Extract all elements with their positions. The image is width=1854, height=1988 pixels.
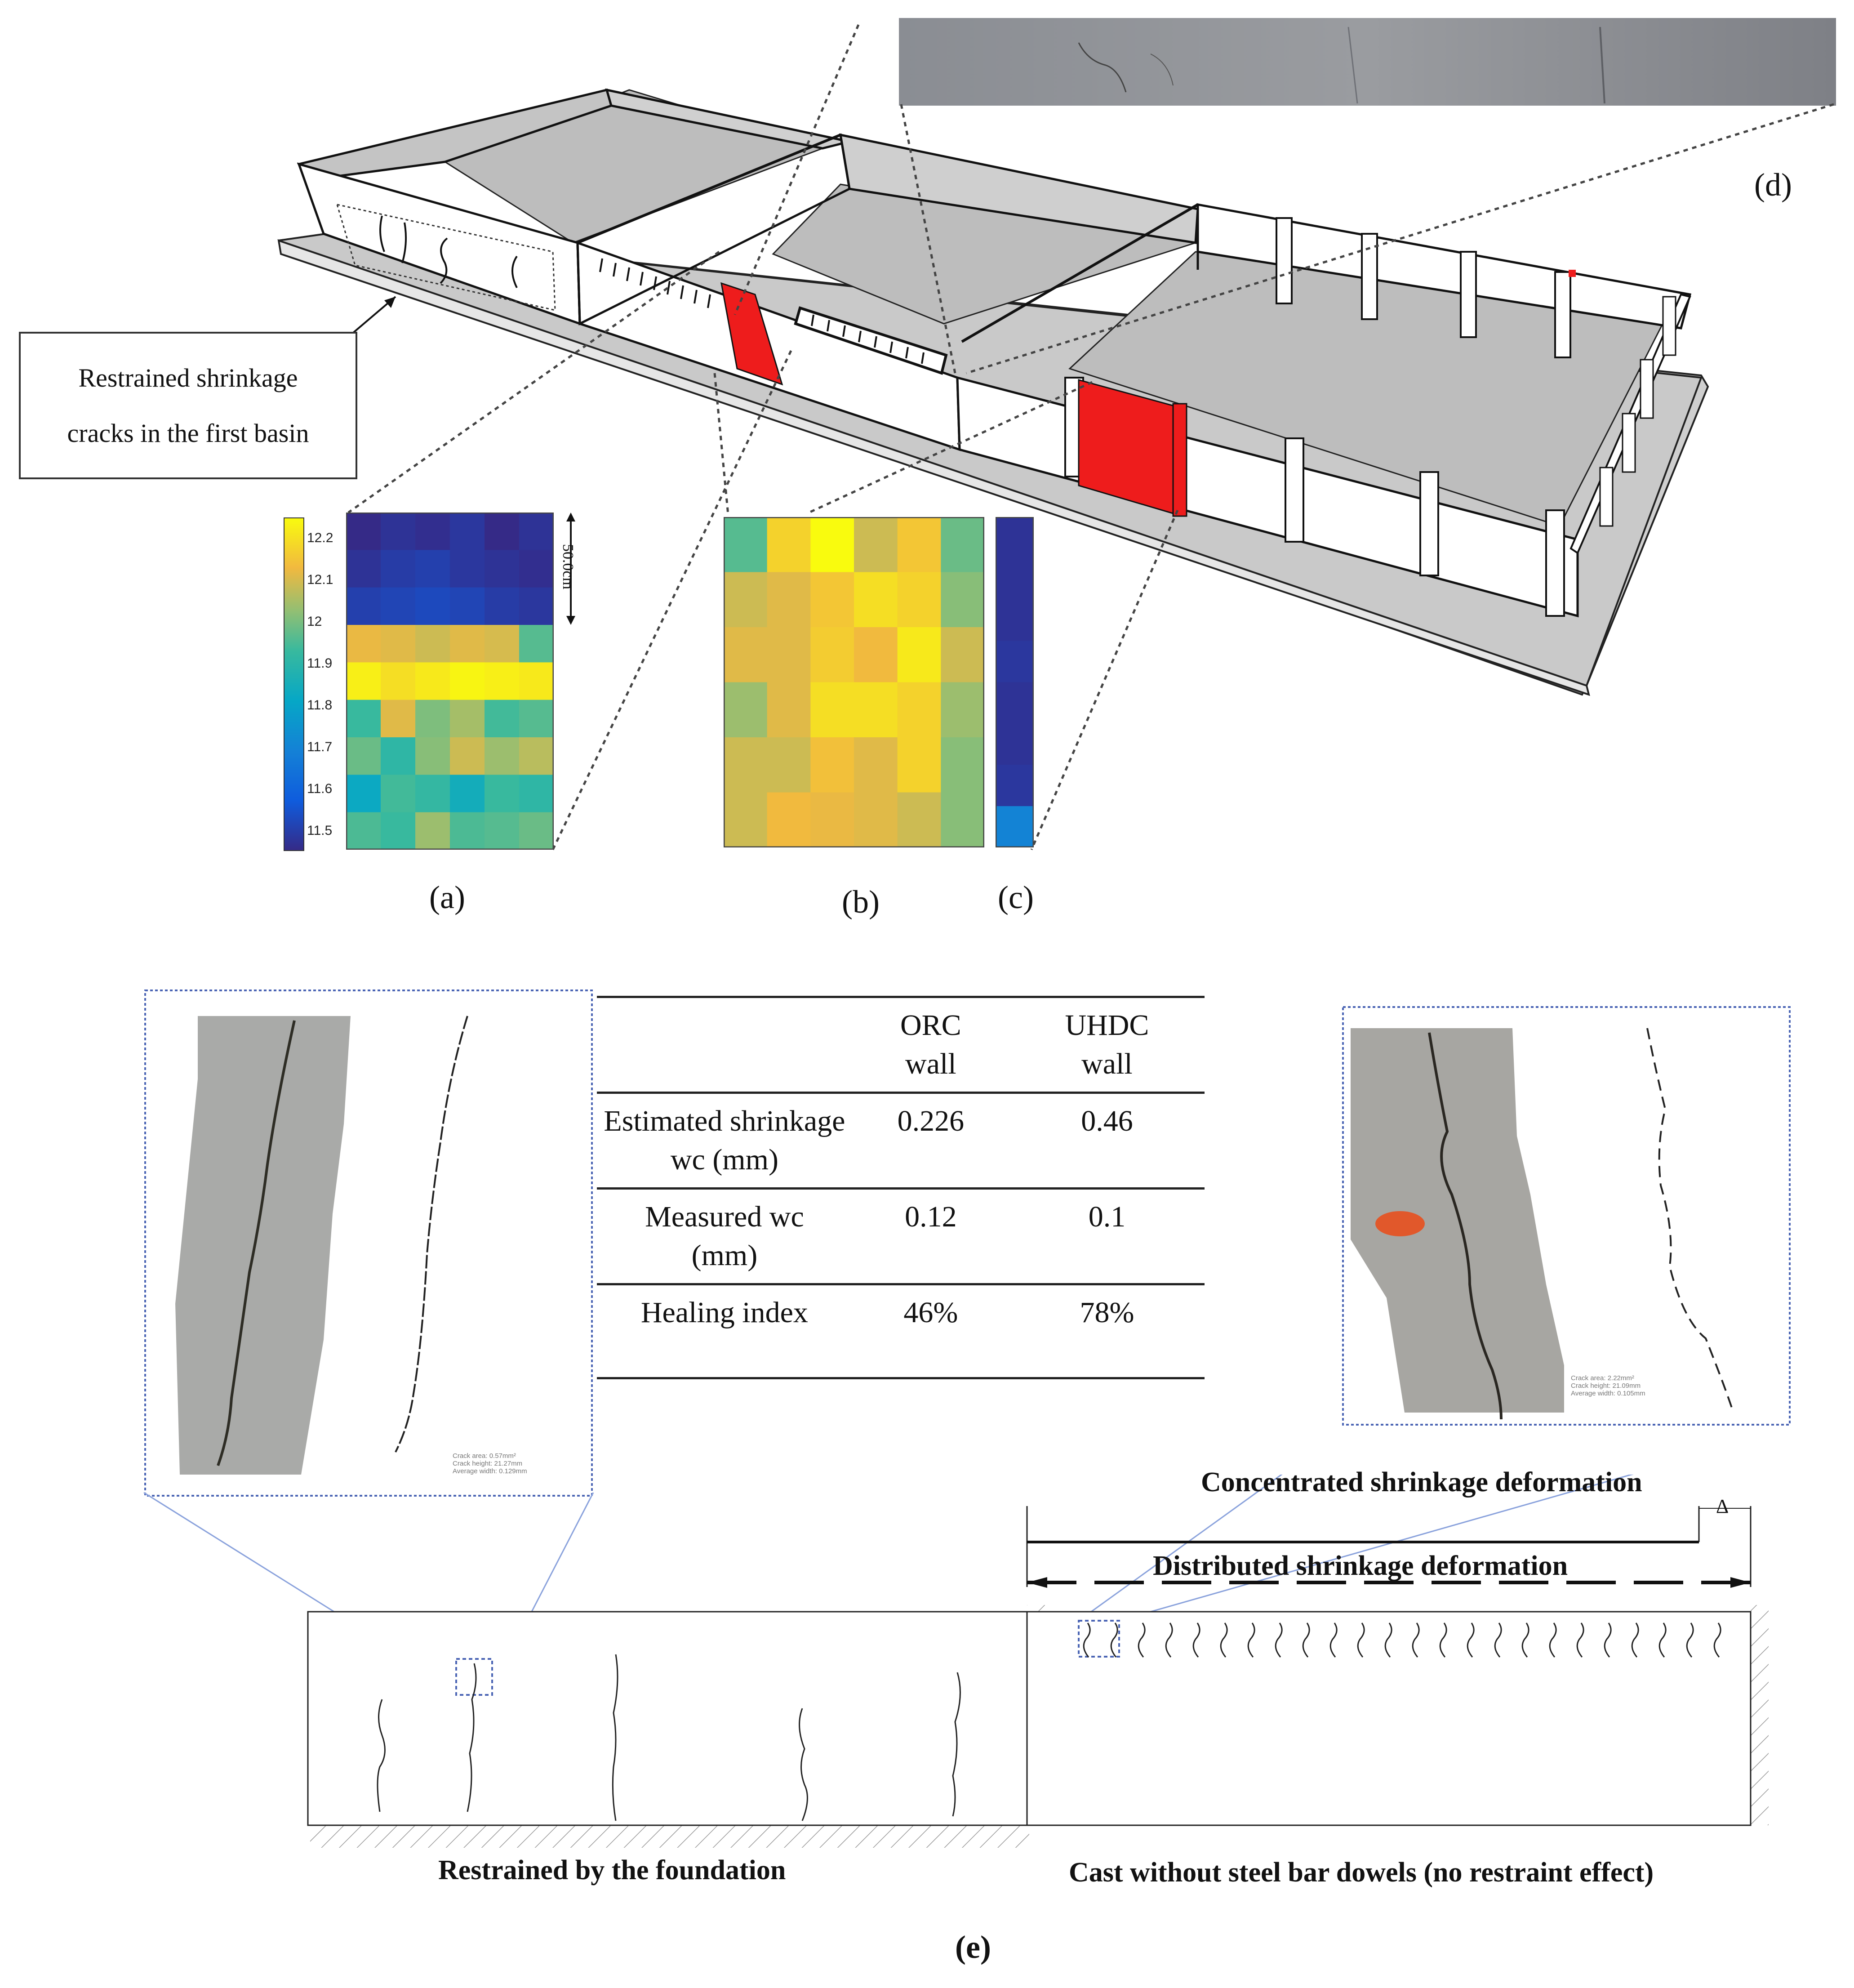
- heatmap-cell: [996, 517, 1034, 558]
- heatmap-cell: [346, 550, 381, 588]
- cell-orc: 0.12: [852, 1189, 1009, 1284]
- heatmap-cell: [854, 517, 898, 572]
- heatmap-cell: [346, 513, 381, 550]
- heatmap-cell: [381, 700, 416, 738]
- heatmap-cell: [381, 662, 416, 700]
- table-row: [597, 1189, 1205, 1284]
- heatmap-cell: [519, 625, 554, 663]
- callout-line-2: cracks in the first basin: [67, 419, 309, 448]
- table-row: [597, 1093, 1205, 1189]
- heatmap-cell: [996, 600, 1034, 641]
- panel-label-e: (e): [955, 1929, 991, 1965]
- heatmap-cell: [767, 737, 811, 793]
- heatmap-cell: [381, 775, 416, 812]
- heatmap-cell: [346, 737, 381, 775]
- deformation-diagram: [0, 1475, 1854, 1879]
- heatmap-cell: [724, 627, 767, 682]
- heatmap-cell: [519, 588, 554, 625]
- heatmap-cell: [996, 682, 1034, 724]
- col-header-orc: [852, 997, 1009, 1093]
- heatmap-c: [996, 517, 1034, 847]
- col-header-line: UHDC: [1065, 1009, 1149, 1042]
- heatmap-cell: [898, 737, 941, 793]
- crack-note-line: Crack height: 21.09mm: [1571, 1382, 1641, 1390]
- panel-label-b: (b): [842, 884, 880, 920]
- heatmap-cell: [854, 572, 898, 628]
- colorbar-tick: 11.8: [307, 698, 333, 713]
- heatmap-cell: [854, 627, 898, 682]
- heatmap-cell: [724, 682, 767, 738]
- heatmap-cell: [346, 662, 381, 700]
- heatmap-cell: [450, 588, 485, 625]
- heatmap-cell: [485, 550, 520, 588]
- heatmap-cell: [415, 812, 450, 850]
- crack-photo-strip: [899, 18, 1836, 106]
- cell-uhdc: 0.1: [1009, 1189, 1205, 1284]
- heatmap-cell: [415, 588, 450, 625]
- heatmap-cell: [450, 513, 485, 550]
- delta-symbol: Δ: [1716, 1495, 1729, 1517]
- heatmap-cell: [724, 517, 767, 572]
- heatmap-cell: [996, 806, 1034, 847]
- heatmap-cell: [346, 700, 381, 738]
- heatmap-cell: [519, 737, 554, 775]
- results-table: [597, 996, 1205, 1379]
- crack-note-line: Crack area: 2.22mm²: [1571, 1374, 1634, 1382]
- heatmap-cell: [724, 793, 767, 848]
- heatmap-cell: [810, 627, 854, 682]
- row-label: Healing index: [597, 1284, 852, 1378]
- heatmap-cell: [810, 572, 854, 628]
- crack-inset-left: [144, 989, 593, 1497]
- col-header-uhdc: [1009, 997, 1205, 1093]
- heatmap-cell: [996, 558, 1034, 600]
- heatmap-a: [346, 513, 554, 850]
- table-header-row: [597, 997, 1205, 1093]
- heatmap-cell: [941, 793, 984, 848]
- heatmap-cell: [898, 572, 941, 628]
- heatmap-cell: [519, 550, 554, 588]
- heatmap-cell: [485, 700, 520, 738]
- colorbar: [283, 517, 306, 852]
- colorbar-tick: 11.5: [307, 823, 333, 838]
- heatmap-cell: [450, 550, 485, 588]
- table-row: [597, 1284, 1205, 1378]
- crack-note-right: [1571, 1374, 1645, 1397]
- crack-note-left: [453, 1452, 527, 1475]
- crack-note-line: Average width: 0.129mm: [453, 1467, 527, 1475]
- heatmap-b: [724, 517, 984, 847]
- crack-note-line: Crack height: 21.27mm: [453, 1460, 523, 1467]
- heatmap-cell: [519, 700, 554, 738]
- colorbar-ticks: [307, 513, 347, 854]
- heatmap-cell: [519, 812, 554, 850]
- heatmap-cell: [415, 513, 450, 550]
- caption-cast-without: Cast without steel bar dowels (no restraint effect): [1069, 1857, 1654, 1888]
- heatmap-cell: [519, 513, 554, 550]
- heatmap-cell: [485, 625, 520, 663]
- heatmap-cell: [485, 737, 520, 775]
- caption-distributed: Distributed shrinkage deformation: [1153, 1551, 1568, 1581]
- cell-uhdc: 78%: [1009, 1284, 1205, 1378]
- heatmap-cell: [941, 572, 984, 628]
- row-label: [597, 1189, 852, 1284]
- heatmap-cell: [854, 737, 898, 793]
- caption-restrained: Restrained by the foundation: [438, 1855, 786, 1885]
- heatmap-cell: [415, 662, 450, 700]
- heatmap-cell: [767, 572, 811, 628]
- heatmap-cell: [941, 682, 984, 738]
- cell-orc: 0.226: [852, 1093, 1009, 1189]
- heatmap-cell: [346, 775, 381, 812]
- colorbar-tick: 12.1: [307, 572, 333, 587]
- row-label-line: Estimated shrinkage: [604, 1105, 845, 1137]
- heatmap-cell: [450, 737, 485, 775]
- colorbar-tick: 12.2: [307, 530, 333, 545]
- heatmap-cell: [996, 723, 1034, 765]
- heatmap-cell: [450, 700, 485, 738]
- caption-concentrated: Concentrated shrinkage deformation: [1201, 1467, 1642, 1498]
- callout-line-1: Restrained shrinkage: [78, 363, 298, 392]
- heatmap-cell: [485, 775, 520, 812]
- heatmap-cell: [381, 588, 416, 625]
- heatmap-cell: [346, 625, 381, 663]
- heatmap-cell: [767, 627, 811, 682]
- crack-note-line: Average width: 0.105mm: [1571, 1390, 1645, 1397]
- heatmap-cell: [381, 737, 416, 775]
- scale-label: 50.0cm: [560, 544, 576, 590]
- cell-uhdc: 0.46: [1009, 1093, 1205, 1189]
- row-label: [597, 1093, 852, 1189]
- colorbar-tick: 11.7: [307, 740, 333, 754]
- heatmap-cell: [346, 588, 381, 625]
- heatmap-cell: [415, 550, 450, 588]
- heatmap-cell: [724, 737, 767, 793]
- heatmap-cell: [519, 662, 554, 700]
- wall-unrestrained: [1027, 1612, 1751, 1825]
- heatmap-cell: [415, 625, 450, 663]
- heatmap-cell: [898, 682, 941, 738]
- col-header-line: wall: [905, 1047, 956, 1080]
- heatmap-cell: [415, 737, 450, 775]
- col-header-line: wall: [1081, 1047, 1133, 1080]
- heatmap-cell: [485, 513, 520, 550]
- heatmap-cell: [854, 793, 898, 848]
- heatmap-cell: [519, 775, 554, 812]
- heatmap-cell: [898, 793, 941, 848]
- heatmap-cell: [381, 513, 416, 550]
- heatmap-cell: [898, 627, 941, 682]
- heatmap-cell: [767, 793, 811, 848]
- row-label-line: Measured wc: [645, 1200, 804, 1233]
- heatmap-cell: [996, 641, 1034, 682]
- heatmap-cell: [346, 812, 381, 850]
- heatmap-cell: [898, 517, 941, 572]
- heatmap-cell: [381, 550, 416, 588]
- paint-mark: [1375, 1211, 1425, 1236]
- heatmap-cell: [724, 572, 767, 628]
- heatmap-cell: [415, 700, 450, 738]
- crack-inset-right: [1342, 1006, 1791, 1426]
- heatmap-cell: [381, 625, 416, 663]
- heatmap-cell: [450, 625, 485, 663]
- heatmap-cell: [381, 812, 416, 850]
- col-header-line: ORC: [900, 1009, 961, 1042]
- heatmap-cell: [810, 737, 854, 793]
- heatmap-cell: [854, 682, 898, 738]
- heatmap-cell: [941, 627, 984, 682]
- wall-restrained: [308, 1612, 1027, 1825]
- heatmap-cell: [485, 662, 520, 700]
- colorbar-tick: 12: [307, 614, 322, 629]
- crack-note-line: Crack area: 0.57mm²: [453, 1452, 516, 1460]
- heatmap-cell: [485, 588, 520, 625]
- colorbar-tick: 11.9: [307, 656, 333, 671]
- panel-label-c: (c): [998, 879, 1034, 915]
- callout-restrained-cracks: [19, 332, 357, 479]
- panel-label-a: (a): [429, 879, 465, 915]
- heatmap-cell: [450, 662, 485, 700]
- heatmap-cell: [767, 517, 811, 572]
- colorbar-tick: 11.6: [307, 781, 333, 796]
- row-label-line: (mm): [691, 1239, 758, 1272]
- heatmap-cell: [996, 765, 1034, 806]
- heatmap-cell: [941, 737, 984, 793]
- heatmap-cell: [450, 775, 485, 812]
- heatmap-cell: [485, 812, 520, 850]
- heatmap-cell: [810, 682, 854, 738]
- heatmap-cell: [941, 517, 984, 572]
- heatmap-cell: [415, 775, 450, 812]
- panel-label-d: (d): [1754, 167, 1792, 203]
- cell-orc: 46%: [852, 1284, 1009, 1378]
- heatmap-cell: [767, 682, 811, 738]
- row-label-line: wc (mm): [670, 1143, 778, 1176]
- heatmap-cell: [810, 517, 854, 572]
- heatmap-cell: [810, 793, 854, 848]
- heatmap-cell: [450, 812, 485, 850]
